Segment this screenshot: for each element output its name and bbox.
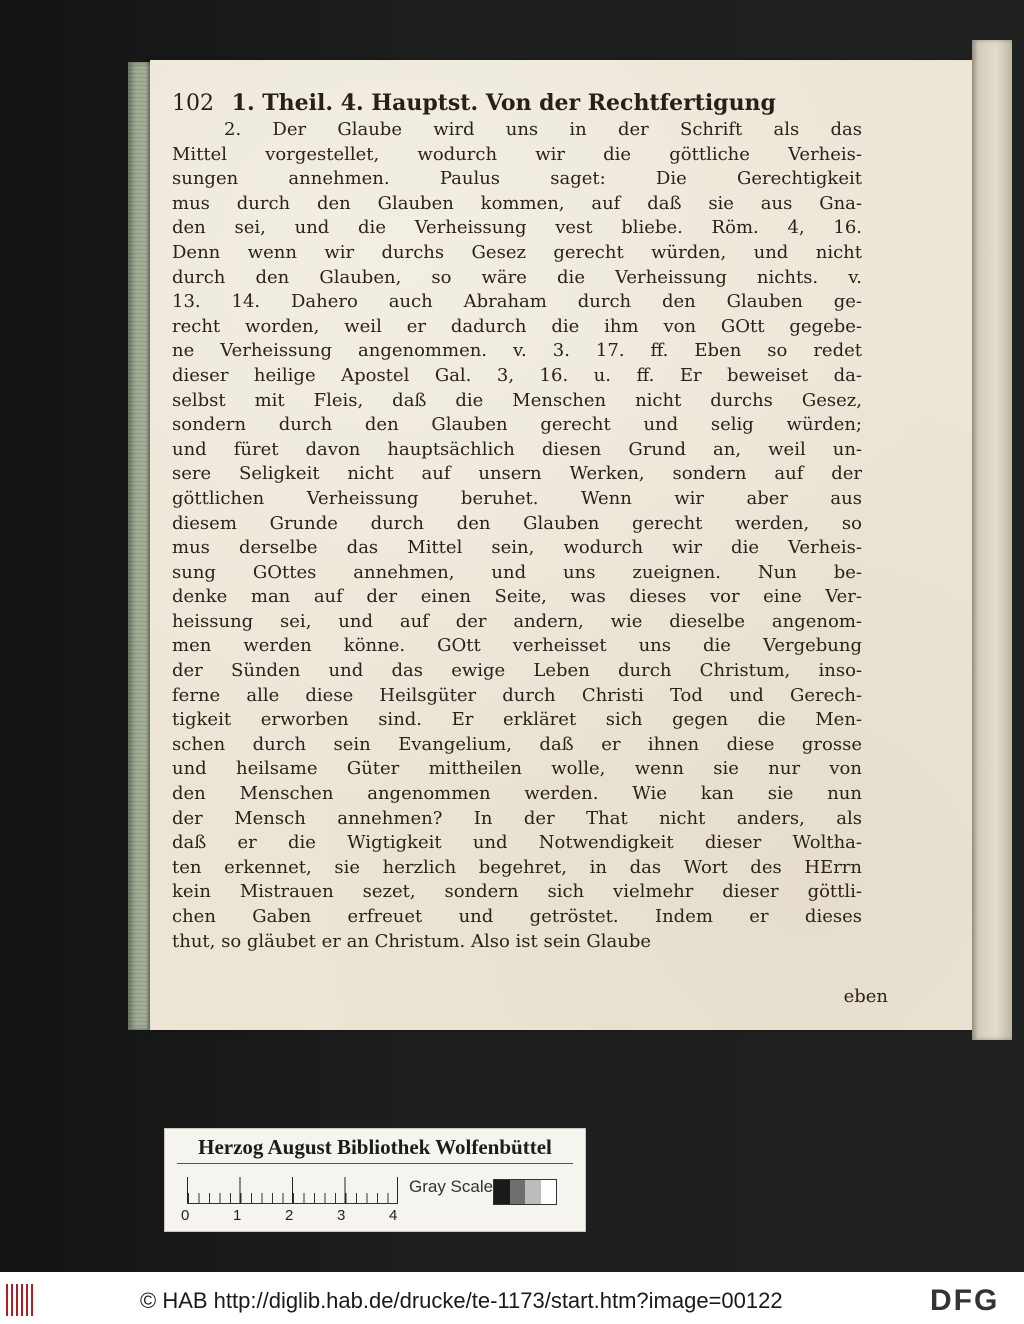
text-line: sondern durch den Glauben gerecht und selig würden; xyxy=(172,414,862,436)
hab-logo-icon xyxy=(6,1284,36,1316)
text-line: selbst mit Fleis, daß die Menschen nicht durchs Gesez, xyxy=(172,389,862,411)
text-line: den sei, und die Verheissung vest bliebe. Röm. 4, 16. xyxy=(172,217,862,239)
text-line: ten erkennet, sie herzlich begehret, in das Wort des HErrn xyxy=(172,856,862,878)
text-line: Denn wenn wir durchs Gesez gerecht würden, und nicht xyxy=(172,241,862,263)
text-line: göttlichen Verheissung beruhet. Wenn wir aber aus xyxy=(172,487,862,509)
library-color-chart xyxy=(164,1128,586,1232)
catchword: eben xyxy=(843,986,888,1007)
text-line: thut, so gläubet er an Christum. Also ist sein Glaube xyxy=(172,930,652,952)
page-text xyxy=(172,118,862,954)
text-line: der Mensch annehmen? In der That nicht anders, als xyxy=(172,807,862,829)
text-line: mus durch den Glauben kommen, auf daß sie aus Gna- xyxy=(172,192,862,214)
text-line: den Menschen angenommen werden. Wie kan sie nun xyxy=(172,783,862,805)
text-line: ne Verheissung angenommen. v. 3. 17. ff. Eben so redet xyxy=(172,340,862,362)
text-line: heissung sei, und auf der andern, wie dieselbe angenom- xyxy=(172,610,862,632)
ruler-number: 1 xyxy=(233,1207,242,1224)
text-line: men werden könne. GOtt verheisset uns die Vergebung xyxy=(172,635,862,657)
label-divider xyxy=(177,1163,573,1164)
gray-swatch xyxy=(541,1180,557,1204)
gray-swatch xyxy=(494,1180,510,1204)
dfg-logo: DFG xyxy=(930,1284,1000,1317)
text-line: und heilsame Güter mittheilen wolle, wenn sie nur von xyxy=(172,758,862,780)
ruler-number: 0 xyxy=(181,1207,190,1224)
gray-swatch xyxy=(525,1180,541,1204)
text-line: ferne alle diese Heilsgüter durch Christi Tod und Gerech- xyxy=(172,684,862,706)
gray-scale-label: Gray Scale xyxy=(409,1177,494,1196)
text-line: daß er die Wigtigkeit und Notwendigkeit dieser Woltha- xyxy=(172,832,862,854)
text-line: der Sünden und das ewige Leben durch Christum, inso- xyxy=(172,660,862,682)
gray-scale-swatches xyxy=(493,1179,557,1205)
text-line: sung GOttes annehmen, und uns zueignen. Nun be- xyxy=(172,561,862,583)
text-line: sungen annehmen. Paulus saget: Die Gerechtigkeit xyxy=(172,168,862,190)
copyright-link[interactable]: © HAB http://diglib.hab.de/drucke/te-1173/start.htm?image=00122 xyxy=(140,1288,783,1313)
text-line: mus derselbe das Mittel sein, wodurch wir die Verheis- xyxy=(172,537,862,559)
text-line: recht worden, weil er dadurch die ihm von GOtt gegebe- xyxy=(172,315,862,337)
text-line: tigkeit erworben sind. Er erkläret sich gegen die Men- xyxy=(172,709,862,731)
scale-ruler-major-ticks xyxy=(187,1177,399,1203)
text-line: Mittel vorgestellet, wodurch wir die göttliche Verheis- xyxy=(172,143,862,165)
library-name: Herzog August Bibliothek Wolfenbüttel xyxy=(198,1135,552,1159)
ruler-number: 4 xyxy=(389,1207,398,1224)
text-line: und füret davon hauptsächlich diesen Grund an, weil un- xyxy=(172,438,862,460)
page-number: 102 xyxy=(172,91,214,116)
text-line: schen durch sein Evangelium, daß er ihnen diese grosse xyxy=(172,733,862,755)
text-line: kein Mistrauen sezet, sondern sich vielmehr dieser göttli- xyxy=(172,881,862,903)
text-line: diesem Grunde durch den Glauben gerecht werden, so xyxy=(172,512,862,534)
text-line: denke man auf der einen Seite, was dieses vor eine Ver- xyxy=(172,586,862,608)
running-head-text: 1. Theil. 4. Hauptst. Von der Rechtfertigung xyxy=(231,90,776,116)
text-line: durch den Glauben, so wäre die Verheissung nichts. v. xyxy=(172,266,862,288)
gray-swatch xyxy=(510,1180,526,1204)
text-line: 2. Der Glaube wird uns in der Schrift als das xyxy=(224,119,862,140)
text-line: dieser heilige Apostel Gal. 3, 16. u. ff. Er beweiset da- xyxy=(172,364,862,386)
text-line: sere Seligkeit nicht auf unsern Werken, sondern auf der xyxy=(172,463,862,485)
text-line: chen Gaben erfreuet und getröstet. Indem er dieses xyxy=(172,906,862,927)
ruler-number: 3 xyxy=(337,1207,346,1224)
facing-page-edge xyxy=(972,40,1012,1040)
ruler-number: 2 xyxy=(285,1207,294,1224)
text-line: 13. 14. Dahero auch Abraham durch den Glauben ge- xyxy=(172,291,862,313)
